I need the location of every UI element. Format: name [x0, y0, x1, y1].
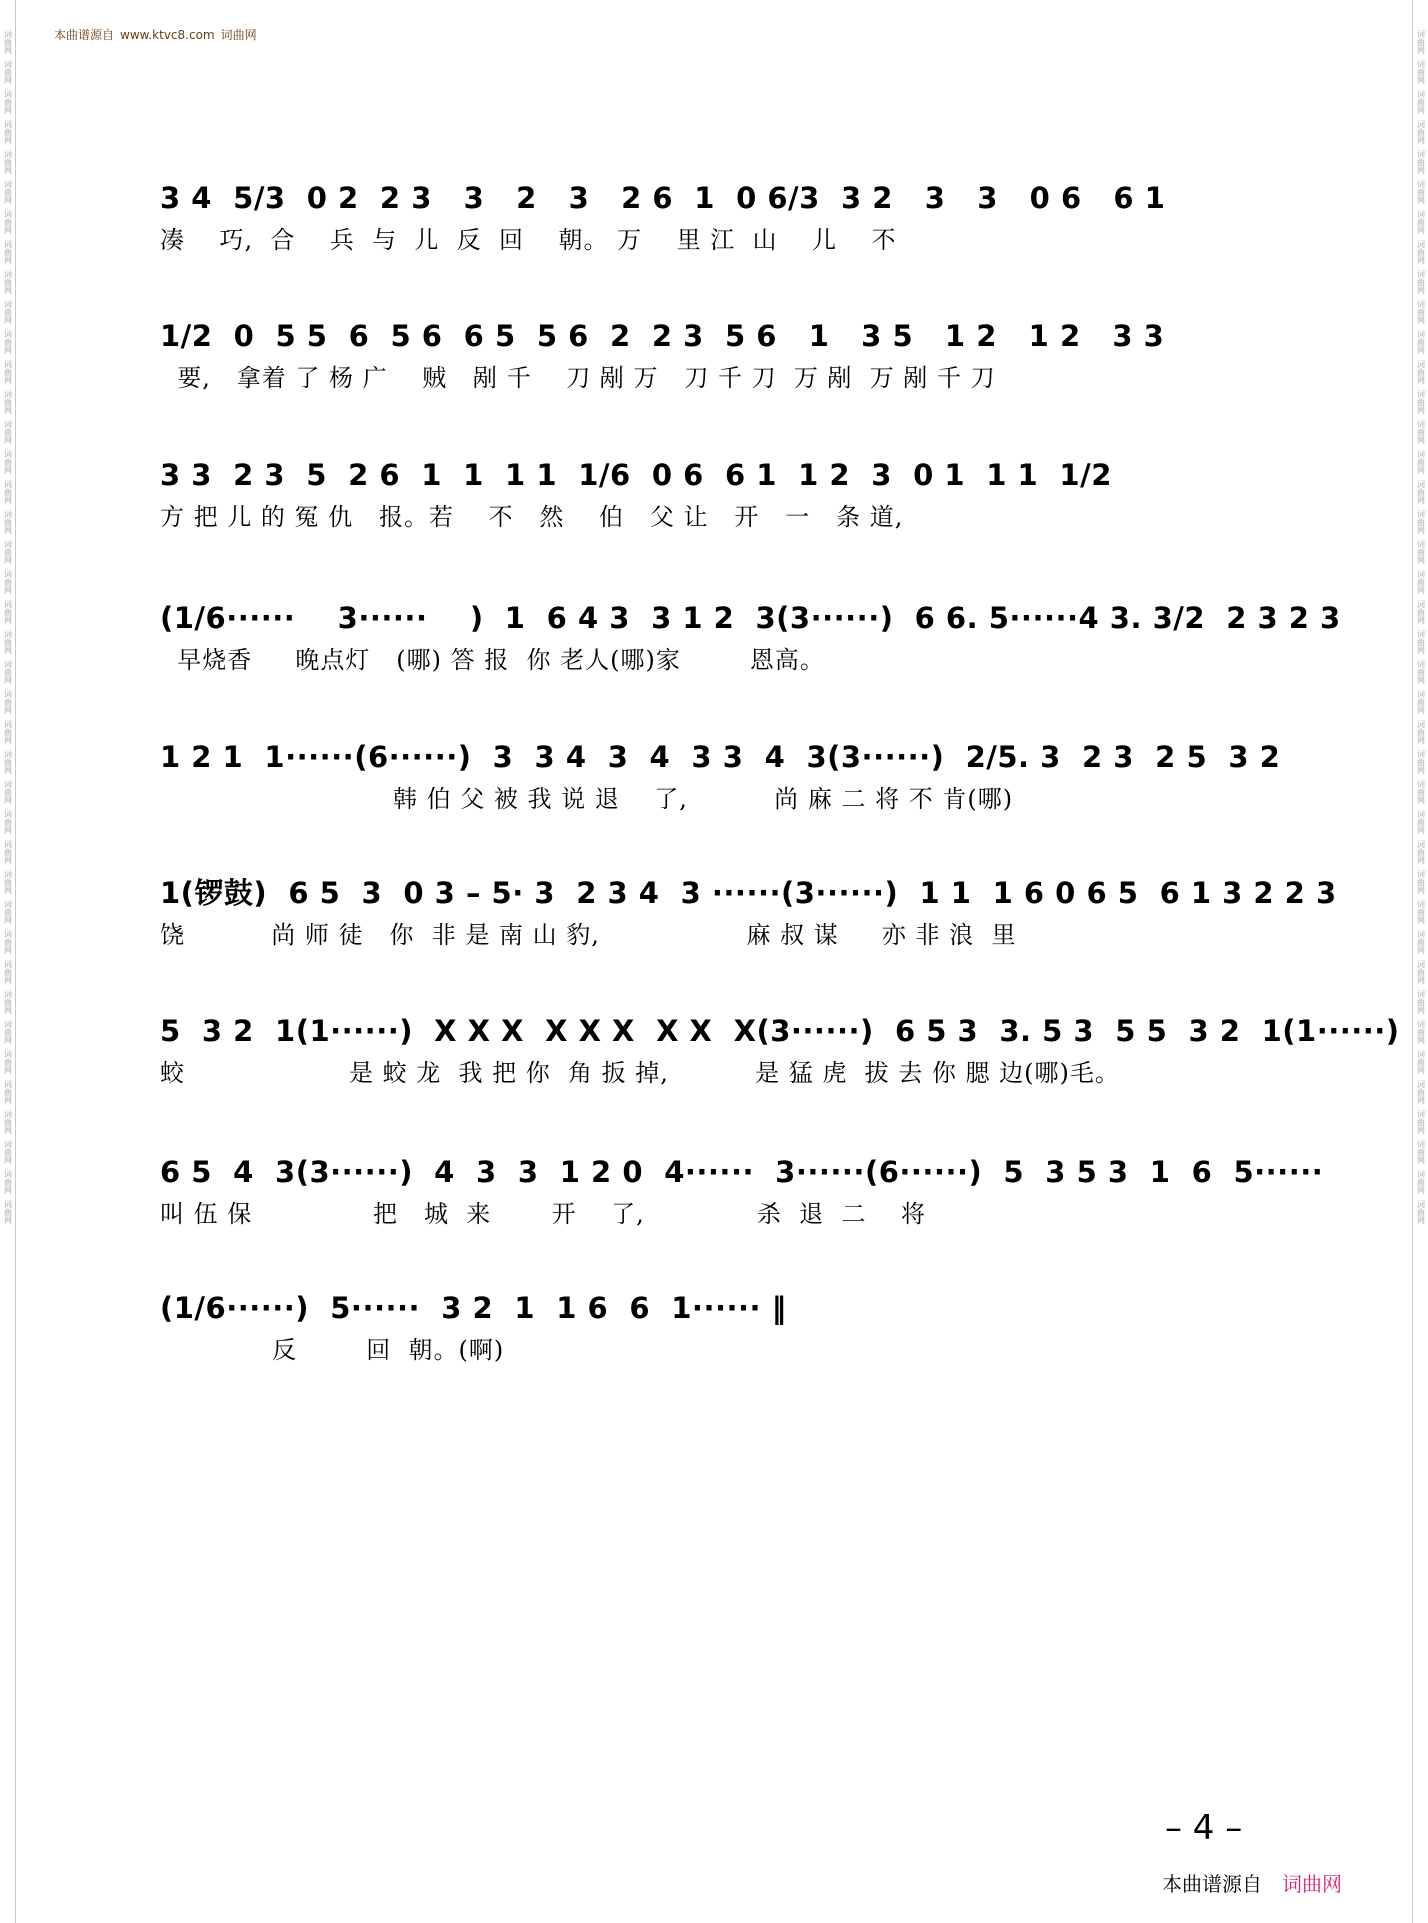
page-number: – 4 – — [1165, 1808, 1243, 1848]
score-lyrics: 反 回 朝。(啊) — [160, 1336, 505, 1364]
score-notes: 3 3 2 3 5 2 6 1 1 1 1 1/6 0 6 6 1 1 2 3 0 1 1 1 1/2 — [160, 458, 1112, 492]
watermark-text: 词曲网 — [3, 120, 13, 144]
watermark-text: 词曲网 — [1416, 930, 1426, 954]
watermark-text: 词曲网 — [3, 690, 13, 714]
left-watermark-strip — [0, 0, 16, 1923]
watermark-text: 词曲网 — [3, 540, 13, 564]
score-lyrics: 方 把 儿 的 冤 仇 报。若 不 然 伯 父 让 开 一 条 道, — [160, 503, 904, 531]
score-notes: 1/2 0 5 5 6 5 6 6 5 5 6 2 2 3 5 6 1 3 5 1 2 1 2 3 3 — [160, 319, 1165, 353]
score-lyrics: 凑 巧, 合 兵 与 儿 反 回 朝。 万 里 江 山 儿 不 — [160, 226, 897, 254]
score-notes: (1/6······ 3······ ) 1 6 4 3 3 1 2 3(3······) 6 6. 5······4 3. 3/2 2 3 2 3 — [160, 601, 1341, 635]
watermark-text: 词曲网 — [1416, 840, 1426, 864]
score-line-8 — [160, 1154, 1324, 1230]
watermark-text: 词曲网 — [3, 1110, 13, 1134]
watermark-text: 词曲网 — [3, 1050, 13, 1074]
watermark-text: 词曲网 — [1416, 1140, 1426, 1164]
watermark-text: 词曲网 — [3, 390, 13, 414]
watermark-text: 词曲网 — [3, 450, 13, 474]
watermark-text: 词曲网 — [1416, 450, 1426, 474]
watermark-text: 词曲网 — [1416, 60, 1426, 84]
header-credit-site: 词曲网 — [220, 28, 257, 42]
footer-credit-prefix: 本曲谱源自 — [1162, 1872, 1262, 1896]
score-lyrics: 要, 拿着 了 杨 广 贼 剐 千 刀 剐 万 刀 千 刀 万 剐 万 剐 千 刀 — [160, 364, 996, 392]
watermark-text: 词曲网 — [3, 840, 13, 864]
score-line-3 — [160, 457, 1270, 533]
watermark-text: 词曲网 — [3, 1020, 13, 1044]
footer-credit-site: 词曲网 — [1282, 1872, 1342, 1896]
watermark-text: 词曲网 — [1416, 330, 1426, 354]
watermark-text: 词曲网 — [3, 240, 13, 264]
score-lyrics: 早烧香 晚点灯 (哪) 答 报 你 老人(哪)家 恩高。 — [160, 646, 825, 674]
watermark-text: 词曲网 — [1416, 780, 1426, 804]
score-line-6 — [160, 875, 1337, 951]
watermark-text: 词曲网 — [3, 990, 13, 1014]
score-notes: 1 2 1 1······(6······) 3 3 4 3 4 3 3 4 3(3······) 2/5. 3 2 3 2 5 3 2 — [160, 740, 1281, 774]
watermark-text: 词曲网 — [1416, 180, 1426, 204]
watermark-text: 词曲网 — [1416, 810, 1426, 834]
score-line-4 — [160, 600, 1341, 676]
score-line-2 — [160, 318, 1270, 394]
score-line-7 — [160, 1013, 1400, 1089]
watermark-text: 词曲网 — [1416, 1050, 1426, 1074]
watermark-text: 词曲网 — [3, 180, 13, 204]
watermark-text: 词曲网 — [3, 870, 13, 894]
score-notes: 6 5 4 3(3······) 4 3 3 1 2 0 4······ 3······(6······) 5 3 5 3 1 6 5······ — [160, 1155, 1324, 1189]
watermark-text: 词曲网 — [1416, 30, 1426, 54]
watermark-text: 词曲网 — [1416, 660, 1426, 684]
watermark-text: 词曲网 — [3, 750, 13, 774]
score-line-9 — [160, 1290, 1270, 1366]
watermark-text: 词曲网 — [3, 1140, 13, 1164]
watermark-text: 词曲网 — [3, 720, 13, 744]
score-lyrics: 叫 伍 保 把 城 来 开 了, 杀 退 二 将 — [160, 1200, 926, 1228]
watermark-text: 词曲网 — [3, 1200, 13, 1224]
watermark-text: 词曲网 — [1416, 540, 1426, 564]
watermark-text: 词曲网 — [1416, 570, 1426, 594]
watermark-text: 词曲网 — [3, 900, 13, 924]
watermark-text: 词曲网 — [1416, 690, 1426, 714]
watermark-text: 词曲网 — [3, 360, 13, 384]
watermark-text: 词曲网 — [3, 660, 13, 684]
score-lyrics: 韩 伯 父 被 我 说 退 了, 尚 麻 二 将 不 肯(哪) — [160, 785, 1014, 813]
watermark-text: 词曲网 — [3, 90, 13, 114]
watermark-text: 词曲网 — [3, 480, 13, 504]
watermark-text: 词曲网 — [3, 630, 13, 654]
watermark-text: 词曲网 — [1416, 210, 1426, 234]
watermark-text: 词曲网 — [1416, 150, 1426, 174]
watermark-text: 词曲网 — [3, 150, 13, 174]
watermark-text: 词曲网 — [1416, 390, 1426, 414]
watermark-text: 词曲网 — [3, 30, 13, 54]
watermark-text: 词曲网 — [1416, 480, 1426, 504]
watermark-text: 词曲网 — [3, 1080, 13, 1104]
watermark-text: 词曲网 — [1416, 720, 1426, 744]
watermark-text: 词曲网 — [3, 270, 13, 294]
watermark-text: 词曲网 — [3, 210, 13, 234]
score-lyrics: 饶 尚 师 徒 你 非 是 南 山 豹, 麻 叔 谋 亦 非 浪 里 — [160, 921, 1017, 949]
watermark-text: 词曲网 — [1416, 240, 1426, 264]
watermark-text: 词曲网 — [1416, 630, 1426, 654]
watermark-text: 词曲网 — [3, 1170, 13, 1194]
header-credit-prefix: 本曲谱源自 — [54, 28, 115, 42]
footer-credit — [1162, 1868, 1342, 1897]
score-lyrics: 蛟 是 蛟 龙 我 把 你 角 扳 掉, 是 猛 虎 拔 去 你 腮 边(哪)毛。 — [160, 1059, 1120, 1087]
watermark-text: 词曲网 — [1416, 270, 1426, 294]
watermark-text: 词曲网 — [3, 780, 13, 804]
watermark-text: 词曲网 — [1416, 1170, 1426, 1194]
watermark-text: 词曲网 — [1416, 870, 1426, 894]
watermark-text: 词曲网 — [3, 600, 13, 624]
header-credit — [54, 26, 257, 43]
watermark-text: 词曲网 — [3, 930, 13, 954]
watermark-text: 词曲网 — [1416, 900, 1426, 924]
watermark-text: 词曲网 — [1416, 360, 1426, 384]
watermark-text: 词曲网 — [1416, 1020, 1426, 1044]
score-notes: 1(锣鼓) 6 5 3 0 3 – 5· 3 2 3 4 3 ······(3······) 1 1 1 6 0 6 5 6 1 3 2 2 3 — [160, 876, 1337, 910]
watermark-text: 词曲网 — [3, 510, 13, 534]
watermark-text: 词曲网 — [3, 300, 13, 324]
score-notes: (1/6······) 5······ 3 2 1 1 6 6 1······ ‖ — [160, 1291, 787, 1325]
watermark-text: 词曲网 — [1416, 750, 1426, 774]
watermark-text: 词曲网 — [1416, 1110, 1426, 1134]
watermark-text: 词曲网 — [1416, 960, 1426, 984]
watermark-text: 词曲网 — [1416, 420, 1426, 444]
score-notes: 5 3 2 1(1······) X X X X X X X X X(3······) 6 5 3 3. 5 3 5 5 3 2 1(1······) — [160, 1014, 1400, 1048]
watermark-text: 词曲网 — [1416, 120, 1426, 144]
watermark-text: 词曲网 — [1416, 510, 1426, 534]
watermark-text: 词曲网 — [1416, 1080, 1426, 1104]
watermark-text: 词曲网 — [3, 330, 13, 354]
watermark-text: 词曲网 — [3, 60, 13, 84]
score-line-5 — [160, 739, 1281, 815]
watermark-text: 词曲网 — [1416, 300, 1426, 324]
score-notes: 3 4 5/3 0 2 2 3 3 2 3 2 6 1 0 6/3 3 2 3 3 0 6 6 1 — [160, 181, 1166, 215]
watermark-text: 词曲网 — [1416, 90, 1426, 114]
score-line-1 — [160, 180, 1270, 256]
header-credit-url: www.ktvc8.com — [120, 28, 215, 42]
watermark-text: 词曲网 — [3, 420, 13, 444]
watermark-text: 词曲网 — [3, 810, 13, 834]
watermark-text: 词曲网 — [1416, 990, 1426, 1014]
right-watermark-strip — [1412, 0, 1428, 1923]
watermark-text: 词曲网 — [1416, 600, 1426, 624]
watermark-text: 词曲网 — [3, 960, 13, 984]
watermark-text: 词曲网 — [3, 570, 13, 594]
watermark-text: 词曲网 — [1416, 1200, 1426, 1224]
